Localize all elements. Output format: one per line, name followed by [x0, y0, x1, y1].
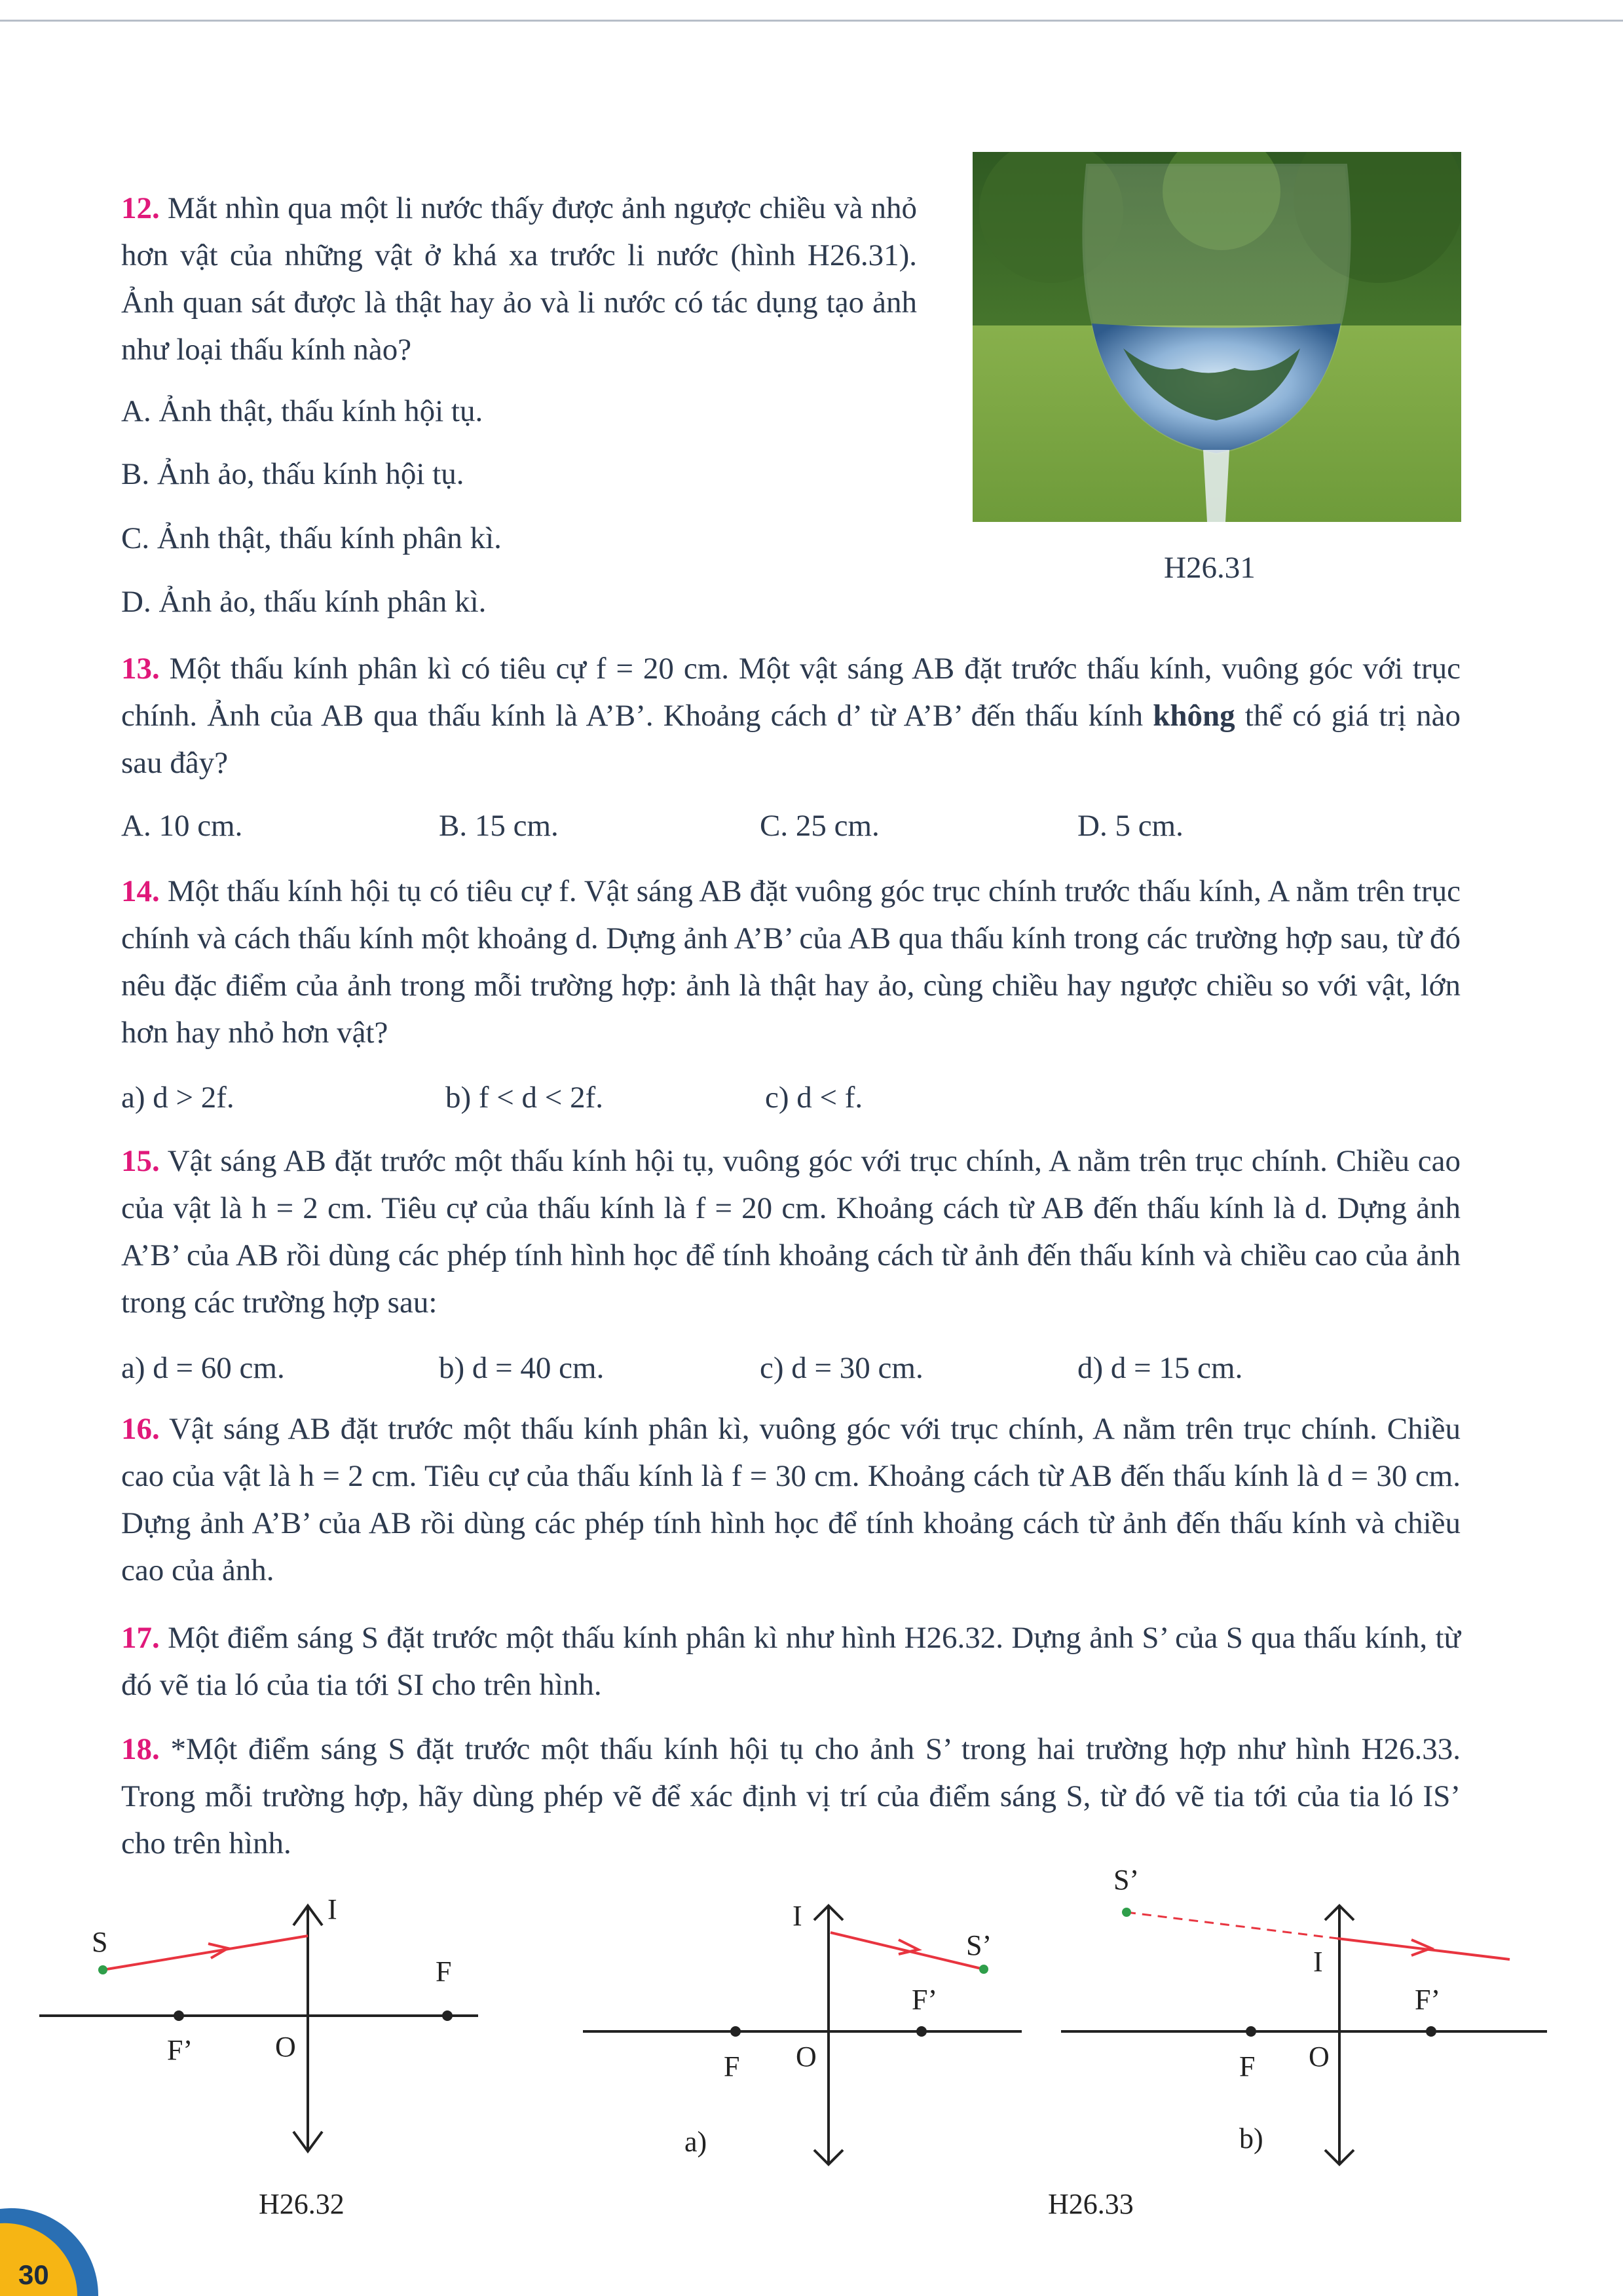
focus-point-left [174, 2010, 184, 2021]
label-f-prime: F’ [912, 1984, 938, 2016]
point-s [98, 1965, 107, 1974]
page-number-badge [0, 2197, 98, 2296]
figure-h26-33a [583, 1866, 1041, 2181]
label-s-prime: S’ [966, 1929, 992, 1961]
focus-point-left [1246, 2026, 1256, 2037]
question-text: Vật sáng AB đặt trước một thấu kính phân kì, vuông góc với trục chính, A nằm trên trục chính. Chiều cao của vật là h = 2 cm. Tiêu cự của thấu kính là f = 30 cm. Khoảng cách từ AB đến thấu kính là d = 30 cm. Dựng ảnh A’B’ của AB rồi dùng các phép tính hình học để tính khoảng cách từ ảnh đến thấu kính và chiều cao của ảnh. [121, 1412, 1461, 1587]
q14-option-a: a) d > 2f. [121, 1081, 234, 1115]
question-number: 15. [121, 1144, 160, 1178]
q13-option-b: B. 15 cm. [439, 809, 559, 843]
q13-option-a: A. 10 cm. [121, 809, 243, 843]
question-number: 14. [121, 874, 160, 908]
q14-option-c: c) d < f. [765, 1081, 863, 1115]
top-rule [0, 20, 1623, 22]
q15-option-b: b) d = 40 cm. [439, 1351, 605, 1385]
virtual-ray-extension [1127, 1912, 1337, 1938]
q15-option-d: d) d = 15 cm. [1077, 1351, 1243, 1385]
question-text: Vật sáng AB đặt trước một thấu kính hội tụ, vuông góc với trục chính, A nằm trên trục chính. Chiều cao của vật là h = 2 cm. Tiêu cự của thấu kính là f = 20 cm. Khoảng cách từ AB đến thấu kính là d. Dựng ảnh A’B’ của AB rồi dùng các phép tính hình học để tính khoảng cách từ ảnh đến thấu kính và chiều cao của ảnh trong các trường hợp sau: [121, 1144, 1461, 1320]
label-f-prime: F’ [167, 2034, 193, 2066]
figure-caption-h26-32: H26.32 [259, 2188, 345, 2220]
label-f: F [436, 1955, 452, 1988]
label-i: I [1313, 1946, 1323, 1978]
focus-point-left [730, 2026, 741, 2037]
label-o: O [796, 2041, 817, 2073]
q13-option-c: C. 25 cm. [760, 809, 880, 843]
question-number: 17. [121, 1621, 160, 1655]
label-f: F [724, 2050, 740, 2083]
q14-option-b: b) f < d < 2f. [445, 1081, 603, 1115]
question-text: *Một điểm sáng S đặt trước một thấu kính hội tụ cho ảnh S’ trong hai trường hợp như hình H26.33. Trong mỗi trường hợp, hãy dùng phép vẽ để xác định vị trí của điểm sáng S, từ đó vẽ tia tới của tia ló IS’ cho trên hình. [121, 1732, 1461, 1861]
focus-point-right [1426, 2026, 1436, 2037]
label-i: I [793, 1900, 802, 1932]
point-s-prime [1122, 1908, 1131, 1917]
label-o: O [275, 2031, 296, 2063]
q12-option-d: D. Ảnh ảo, thấu kính phân kì. [121, 585, 487, 619]
question-13 [121, 645, 1461, 787]
emphasis-text: không [1153, 699, 1235, 733]
label-f-prime: F’ [1415, 1984, 1441, 2016]
question-number: 12. [121, 191, 160, 225]
question-number: 18. [121, 1732, 160, 1766]
focus-point-right [916, 2026, 927, 2037]
sub-label-b: b) [1239, 2122, 1263, 2155]
question-text: Một thấu kính hội tụ có tiêu cự f. Vật sáng AB đặt vuông góc trục chính trước thấu kính, A nằm trên trục chính và cách thấu kính một khoảng d. Dựng ảnh A’B’ của AB qua thấu kính trong các trường hợp sau, từ đó nêu đặc điểm của ảnh trong mỗi trường hợp: ảnh là thật hay ảo, cùng chiều hay ngược chiều so với vật, lớn hơn hay nhỏ hơn vật? [121, 874, 1461, 1050]
label-f: F [1239, 2050, 1256, 2083]
q15-option-c: c) d = 30 cm. [760, 1351, 923, 1385]
q15-option-a: a) d = 60 cm. [121, 1351, 285, 1385]
q12-option-c: C. Ảnh thật, thấu kính phân kì. [121, 521, 502, 555]
question-15 [121, 1138, 1461, 1326]
q12-option-b: B. Ảnh ảo, thấu kính hội tụ. [121, 457, 464, 491]
incident-ray-si [103, 1936, 308, 1970]
label-s-prime: S’ [1113, 1864, 1140, 1896]
page-number: 30 [18, 2259, 49, 2290]
q12-option-a: A. Ảnh thật, thấu kính hội tụ. [121, 394, 483, 428]
question-text: Mắt nhìn qua một li nước thấy được ảnh ngược chiều và nhỏ hơn vật của những vật ở khá xa trước li nước (hình H26.31). Ảnh quan sát được là thật hay ảo và li nước có tác dụng tạo ảnh như loại thấu kính nào? [121, 191, 917, 367]
sub-label-a: a) [684, 2126, 707, 2158]
figure-caption-h26-33: H26.33 [1048, 2188, 1134, 2220]
figure-h26-33b [1048, 1864, 1559, 2220]
question-text-continued: thể có giá trị nào sau đây? [121, 699, 1461, 780]
label-o: O [1309, 2041, 1330, 2073]
question-16 [121, 1405, 1461, 1594]
question-17 [121, 1614, 1461, 1709]
point-s-prime [979, 1965, 988, 1974]
question-text: Một điểm sáng S đặt trước một thấu kính phân kì như hình H26.32. Dựng ảnh S’ của S qua thấu kính, từ đó vẽ tia ló của tia tới SI cho trên hình. [121, 1621, 1461, 1702]
q13-option-d: D. 5 cm. [1077, 809, 1184, 843]
question-18 [121, 1726, 1461, 1867]
question-14 [121, 868, 1461, 1056]
question-number: 16. [121, 1412, 160, 1446]
figure-caption-h26-31: H26.31 [1164, 551, 1256, 585]
emergent-ray-is [1337, 1938, 1510, 1959]
label-i: I [327, 1893, 337, 1925]
question-number: 13. [121, 652, 160, 686]
figure-h26-32 [0, 1866, 498, 2220]
question-12 [121, 185, 917, 373]
focus-point-right [442, 2010, 453, 2021]
question-text: Một thấu kính phân kì có tiêu cự f = 20 cm. Một vật sáng AB đặt trước thấu kính, vuông góc với trục chính. Ảnh của AB qua thấu kính là A’B’. Khoảng cách d’ từ A’B’ đến thấu kính [121, 652, 1461, 733]
label-s: S [92, 1926, 108, 1958]
wine-glass-photo [973, 152, 1461, 522]
